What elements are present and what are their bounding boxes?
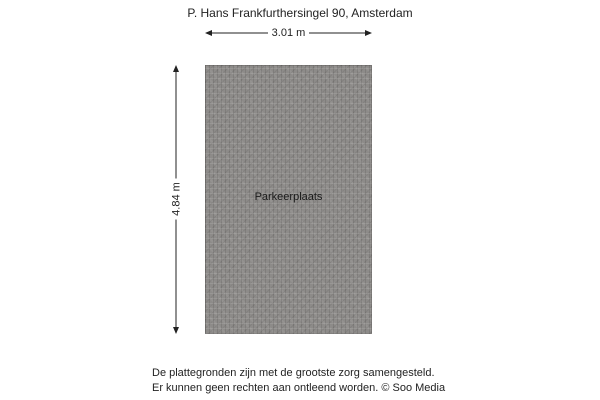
page-title: P. Hans Frankfurthersingel 90, Amsterdam	[187, 6, 413, 20]
height-dimension	[168, 65, 184, 334]
room-label: Parkeerplaats	[254, 191, 323, 203]
width-dimension	[205, 26, 372, 40]
height-dimension-label: 4.84 m	[171, 178, 183, 220]
parking-space-area	[205, 65, 372, 334]
disclaimer-line-1: De plattegronden zijn met de grootste zorg samengesteld.	[152, 367, 435, 379]
width-dimension-label: 3.01 m	[268, 27, 310, 39]
disclaimer-line-2: Er kunnen geen rechten aan ontleend worden. © Soo Media	[152, 382, 446, 394]
disclaimer	[152, 366, 445, 396]
